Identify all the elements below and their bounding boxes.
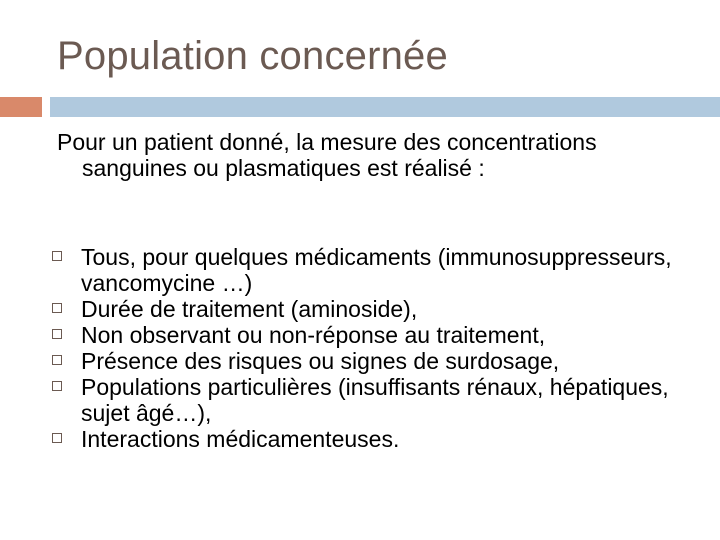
square-bullet-icon [52, 433, 62, 443]
list-item-text: Durée de traitement (aminoside), [81, 296, 418, 322]
square-bullet-icon [52, 329, 62, 339]
intro-paragraph: Pour un patient donné, la mesure des concentrations sanguines ou plasmatiques est réalisé : [57, 129, 597, 181]
list-item-text: Présence des risques ou signes de surdosage, [81, 348, 560, 374]
square-bullet-icon [52, 355, 62, 365]
square-bullet-icon [52, 251, 62, 261]
list-item [50, 374, 690, 426]
title-accent-bar [0, 97, 42, 117]
list-item [50, 244, 690, 296]
list-item-text: Tous, pour quelques médicaments (immunosuppresseurs, vancomycine …) [81, 244, 672, 296]
list-item-text: Non observant ou non-réponse au traitement, [81, 322, 546, 348]
slide-title: Population concernée [57, 34, 448, 78]
list-item [50, 348, 690, 374]
square-bullet-icon [52, 303, 62, 313]
list-item [50, 426, 690, 452]
title-divider-bar [50, 97, 720, 117]
square-bullet-icon [52, 381, 62, 391]
list-item [50, 296, 690, 322]
list-item [50, 322, 690, 348]
list-item-text: Populations particulières (insuffisants rénaux, hépatiques, sujet âgé…), [81, 374, 669, 426]
list-item-text: Interactions médicamenteuses. [81, 426, 400, 452]
bullet-list [50, 244, 690, 452]
